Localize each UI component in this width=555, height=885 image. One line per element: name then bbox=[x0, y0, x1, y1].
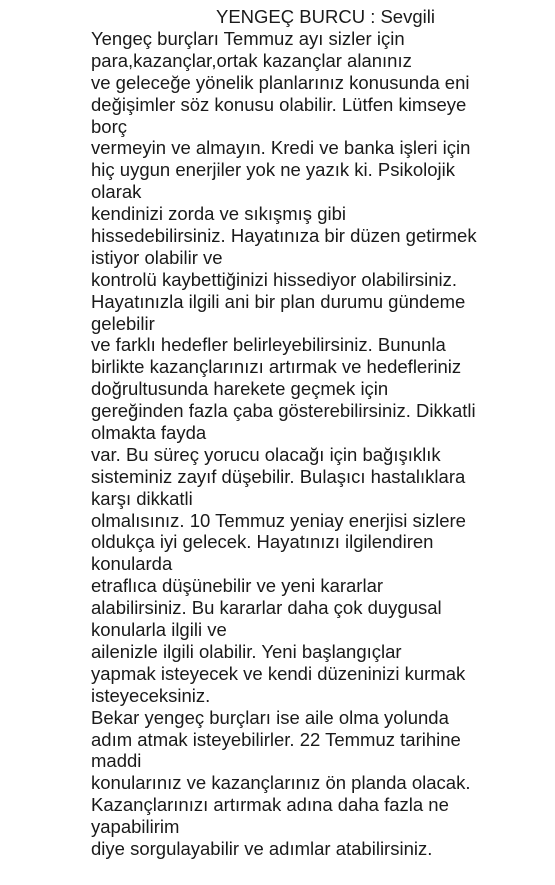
text-line: gelebilir bbox=[91, 312, 155, 334]
text-line: olmalısınız. 10 Temmuz yeniay enerjisi sizlere bbox=[91, 509, 466, 531]
text-line: oldukça iyi gelecek. Hayatınızı ilgilendiren bbox=[91, 531, 434, 553]
text-line: Yengeç burçları Temmuz ayı sizler için bbox=[91, 28, 405, 49]
text-line: alabilirsiniz. Bu kararlar daha çok duygusal bbox=[91, 597, 442, 619]
text-line: değişimler söz konusu olabilir. Lütfen kimseye bbox=[91, 93, 467, 115]
text-line: kontrolü kaybettiğinizi hissediyor olabilirsiniz. bbox=[91, 268, 458, 290]
text-line: Bekar yengeç burçları ise aile olma yolunda bbox=[91, 706, 449, 728]
text-line: gereğinden fazla çaba gösterebilirsiniz. Dikkatli bbox=[91, 400, 476, 422]
text-line: diye sorgulayabilir ve adımlar atabilirsiniz. bbox=[91, 837, 433, 859]
text-line: Kazançlarınızı artırmak adına daha fazla ne bbox=[91, 794, 449, 816]
text-line: ve geleceğe yönelik planlarınız konusunda eni bbox=[91, 71, 470, 93]
text-line: maddi bbox=[91, 750, 142, 772]
text-line: istiyor olabilir ve bbox=[91, 246, 223, 268]
text-line: olmakta fayda bbox=[91, 422, 207, 444]
text-line: konularınız ve kazançlarınız ön planda olacak. bbox=[91, 772, 471, 794]
text-line: isteyeceksiniz. bbox=[91, 684, 211, 706]
text-line: vermeyin ve almayın. Kredi ve banka işleri için bbox=[91, 137, 471, 159]
text-line: Hayatınızla ilgili ani bir plan durumu gündeme bbox=[91, 290, 466, 312]
text-line: doğrultusunda harekete geçmek için bbox=[91, 378, 389, 400]
text-line: borç bbox=[91, 115, 127, 137]
text-line: birlikte kazançlarınızı artırmak ve hedefleriniz bbox=[91, 356, 462, 378]
text-line: kendinizi zorda ve sıkışmış gibi bbox=[91, 203, 346, 225]
text-line: konularla ilgili ve bbox=[91, 619, 227, 641]
text-line: olarak bbox=[91, 181, 142, 203]
document-body bbox=[91, 28, 477, 860]
text-line: yapmak isteyecek ve kendi düzeninizi kurmak bbox=[91, 662, 466, 684]
text-line: konularda bbox=[91, 553, 173, 575]
text-line: ailenizle ilgili olabilir. Yeni başlangıçlar bbox=[91, 640, 402, 662]
document-title: YENGEÇ BURCU : Sevgili bbox=[216, 6, 435, 27]
text-line: hiç uygun enerjiler yok ne yazık ki. Psikolojik bbox=[91, 159, 455, 181]
text-line: etraflıca düşünebilir ve yeni kararlar bbox=[91, 575, 384, 597]
text-line: yapabilirim bbox=[91, 816, 180, 838]
text-line: var. Bu süreç yorucu olacağı için bağışıklık bbox=[91, 443, 441, 465]
text-line: para,kazançlar,ortak kazançlar alanınız bbox=[91, 49, 412, 71]
text-line: sisteminiz zayıf düşebilir. Bulaşıcı hastalıklara bbox=[91, 465, 466, 487]
text-line: hissedebilirsiniz. Hayatınıza bir düzen getirmek bbox=[91, 225, 477, 247]
text-line: karşı dikkatli bbox=[91, 487, 193, 509]
text-line: ve farklı hedefler belirleyebilirsiniz. Bununla bbox=[91, 334, 446, 356]
text-line: adım atmak isteyebilirler. 22 Temmuz tarihine bbox=[91, 728, 461, 750]
